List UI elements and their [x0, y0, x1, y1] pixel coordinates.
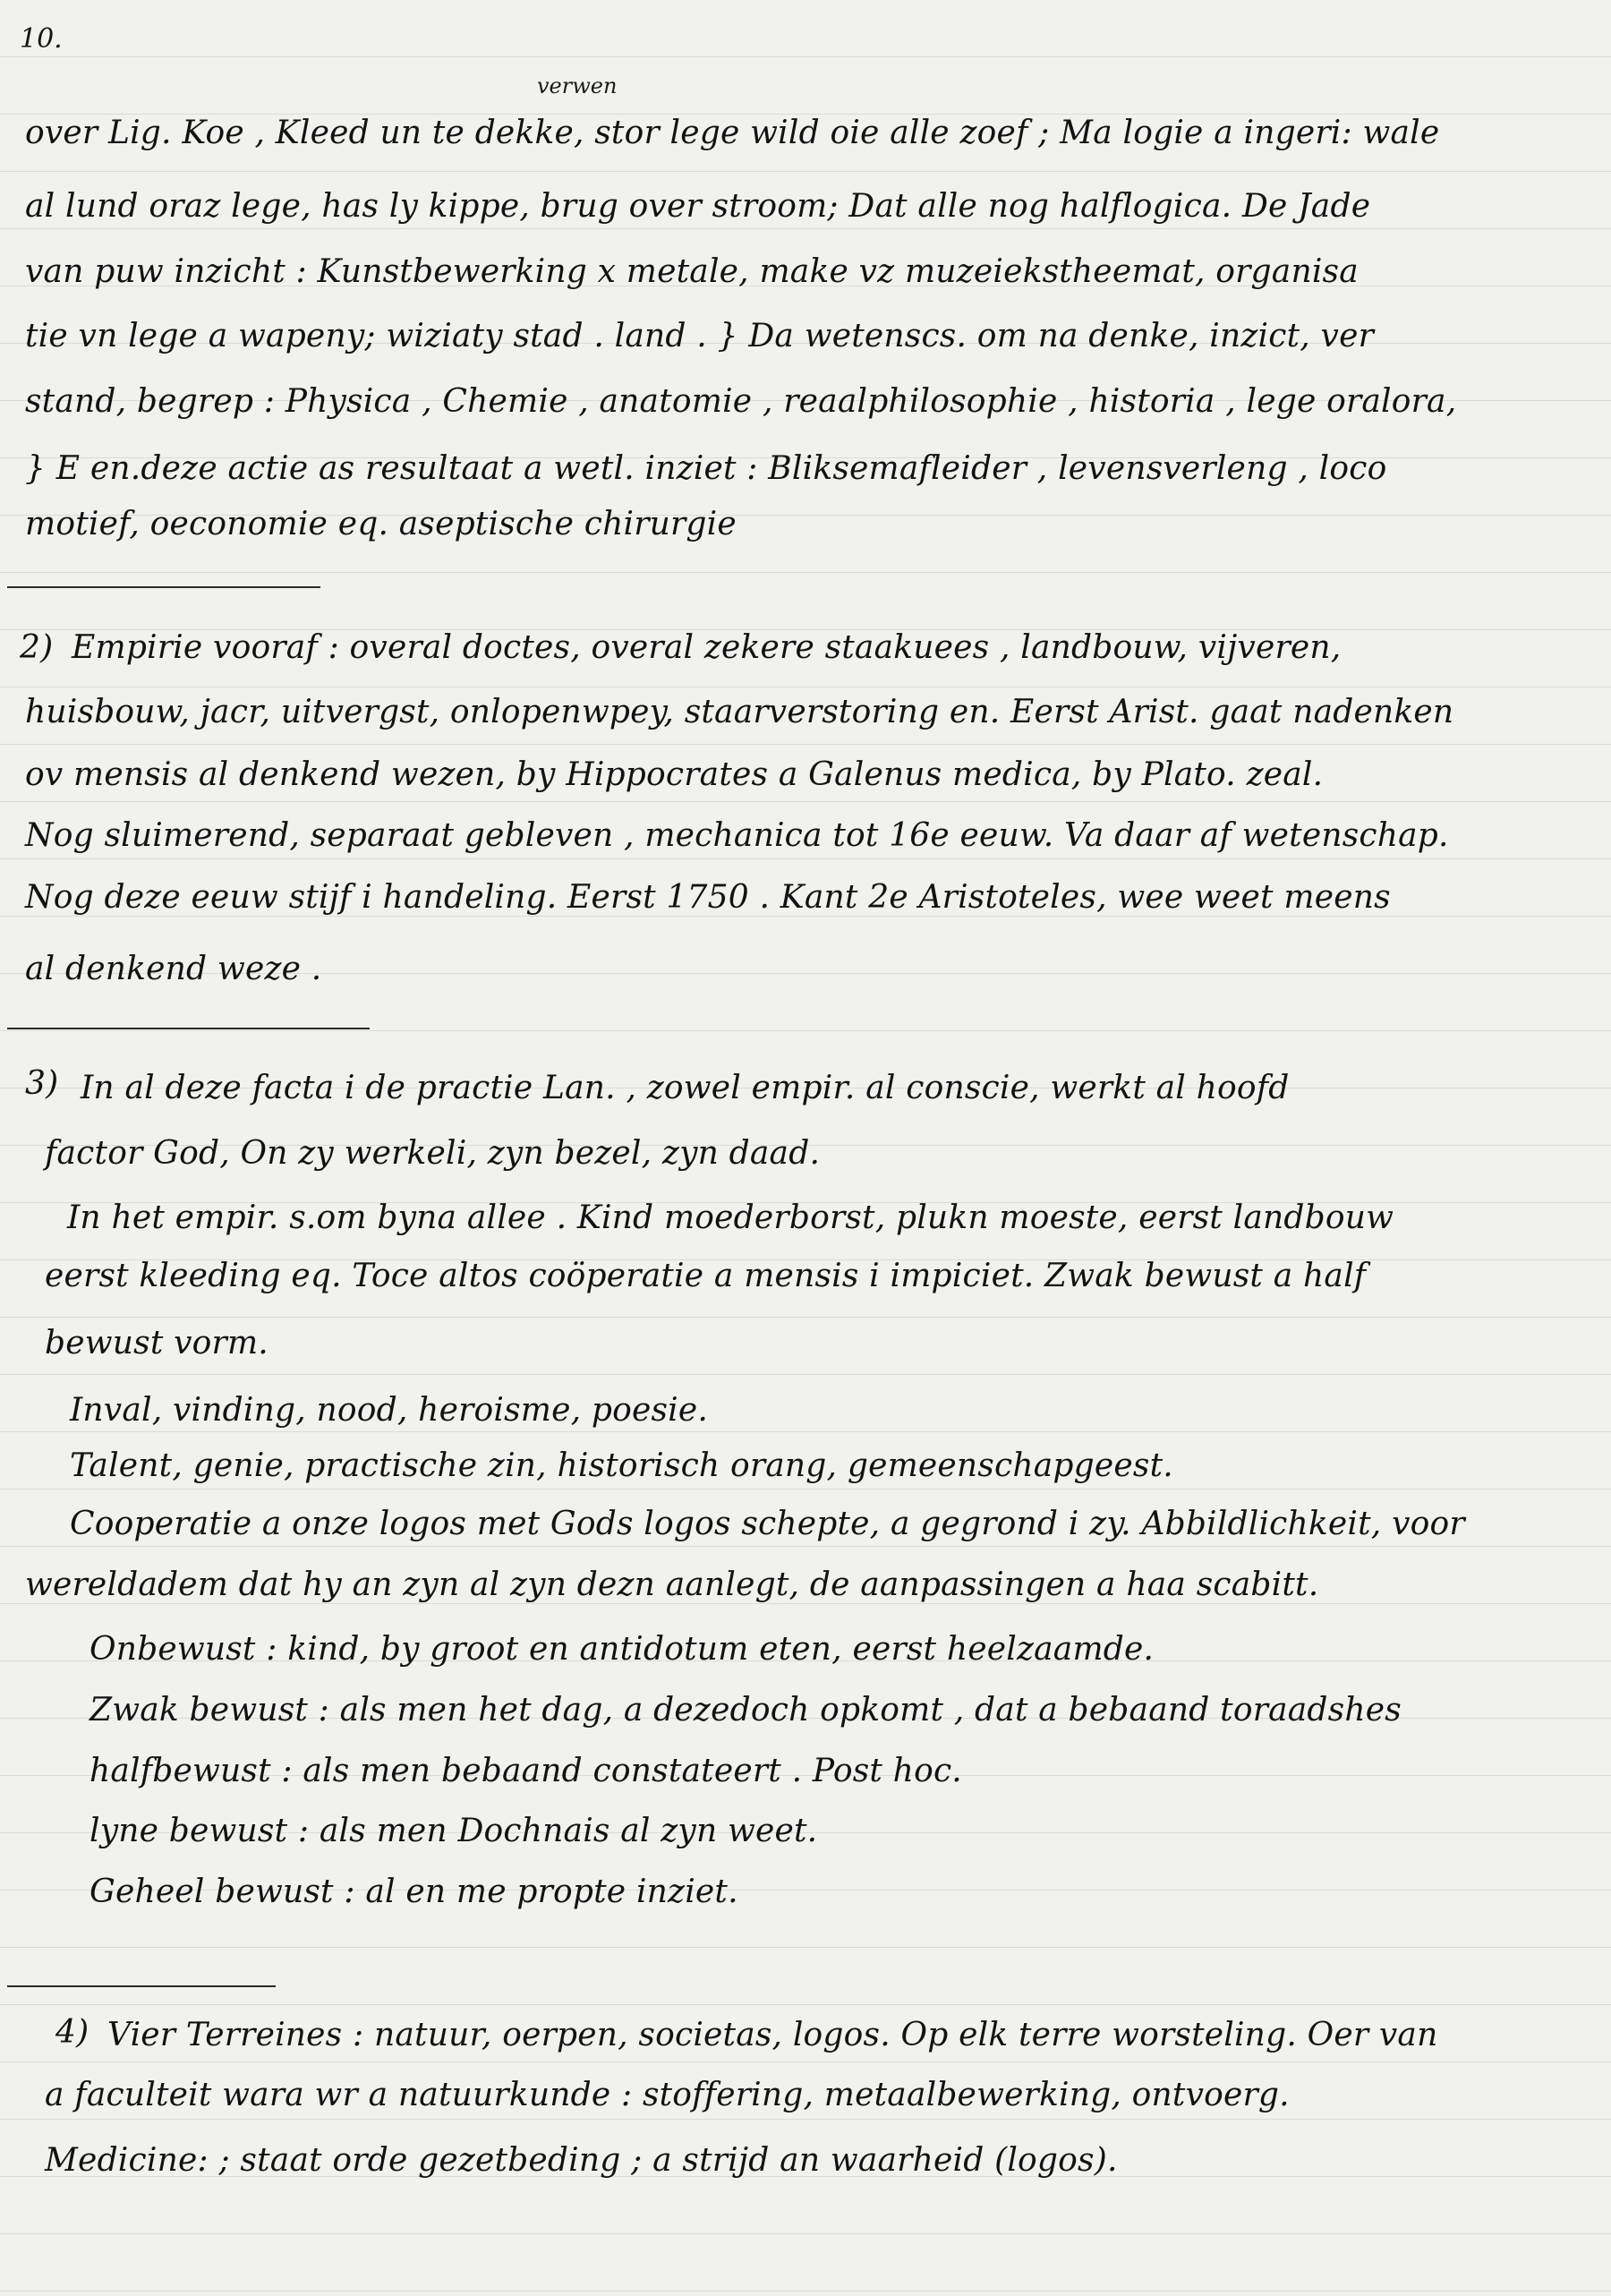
text-line: In al deze facta i de practie Lan. , zowel empir. al conscie, werkt al hoofd	[81, 1070, 1290, 1106]
text-line: al lund oraz lege, has ly kippe, brug over stroom; Dat alle nog halflogica. De Jade	[25, 188, 1371, 225]
text-line: Geheel bewust : al en me propte inziet.	[90, 1874, 738, 1910]
text-line: Vier Terreines : natuur, oerpen, societas, logos. Op elk terre worsteling. Oer van	[107, 2017, 1438, 2053]
text-line: Talent, genie, practische zin, historisch orang, gemeenschapgeest.	[70, 1447, 1173, 1484]
section-divider	[7, 586, 320, 588]
section-divider	[7, 1028, 370, 1029]
text-line: van puw inzicht : Kunstbewerking x metale, make vz muzeiekstheemat, organisa	[25, 253, 1359, 290]
text-line: motief, oeconomie eq. aseptische chirurgie	[25, 506, 737, 542]
text-line: a faculteit wara wr a natuurkunde : stoffering, metaalbewerking, ontvoerg.	[45, 2077, 1290, 2113]
text-line: Empirie vooraf : overal doctes, overal zekere staakuees , landbouw, vijveren,	[72, 629, 1342, 666]
page-number: 10.	[20, 23, 63, 55]
text-line: In het empir. s.om byna allee . Kind moederborst, plukn moeste, eerst landbouw	[67, 1199, 1394, 1236]
text-line: tie vn lege a wapeny; wiziaty stad . land . } Da wetenscs. om na denke, inzict, ver	[25, 318, 1374, 354]
text-line: Cooperatie a onze logos met Gods logos schepte, a gegrond i zy. Abbildlichkeit, voor	[70, 1506, 1465, 1542]
text-line: wereldadem dat hy an zyn al zyn dezn aanlegt, de aanpassingen a haa scabitt.	[25, 1566, 1319, 1603]
text-line: lyne bewust : als men Dochnais al zyn weet.	[90, 1813, 818, 1849]
text-line: over Lig. Koe , Kleed un te dekke, stor lege wild oie alle zoef ; Ma logie a ingeri: wale	[25, 115, 1440, 151]
text-line: Nog sluimerend, separaat gebleven , mechanica tot 16e eeuw. Va daar af wetenschap.	[25, 817, 1449, 854]
text-line: Inval, vinding, nood, heroisme, poesie.	[70, 1392, 709, 1429]
text-line: huisbouw, jacr, uitvergst, onlopenwpey, staarverstoring en. Eerst Arist. gaat nadenken	[25, 694, 1454, 730]
section-number: 2)	[20, 629, 54, 666]
section-number: 4)	[55, 2014, 90, 2051]
text-line: Medicine: ; staat orde gezetbeding ; a strijd an waarheid (logos).	[45, 2142, 1118, 2179]
text-line: factor God, On zy werkeli, zyn bezel, zyn daad.	[45, 1135, 821, 1172]
section-number: 3)	[25, 1065, 59, 1102]
text-line: eerst kleeding eq. Toce altos coöperatie a mensis i impiciet. Zwak bewust a half	[45, 1258, 1367, 1294]
text-line: Nog deze eeuw stijf i handeling. Eerst 1750 . Kant 2e Aristoteles, wee weet meens	[25, 879, 1391, 916]
text-line: ov mensis al denkend wezen, by Hippocrates a Galenus medica, by Plato. zeal.	[25, 756, 1324, 793]
text-line: bewust vorm.	[45, 1325, 268, 1361]
text-line: halfbewust : als men bebaand constateert . Post hoc.	[90, 1753, 962, 1789]
interlinear-insertion: verwen	[537, 73, 618, 98]
text-line: Zwak bewust : als men het dag, a dezedoch opkomt , dat a bebaand toraadshes	[90, 1692, 1402, 1728]
text-line: al denkend weze .	[25, 951, 322, 987]
text-line: } E en.deze actie as resultaat a wetl. inziet : Bliksemafleider , levensverleng , loco	[25, 450, 1387, 487]
text-line: Onbewust : kind, by groot en antidotum eten, eerst heelzaamde.	[90, 1631, 1155, 1668]
text-line: stand, begrep : Physica , Chemie , anatomie , reaalphilosophie , historia , lege oralora,	[25, 383, 1457, 420]
section-divider	[7, 1985, 276, 1987]
